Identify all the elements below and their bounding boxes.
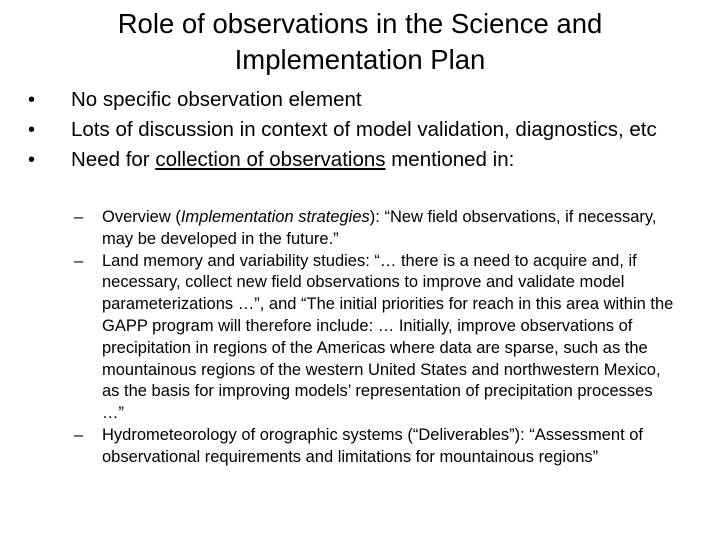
bullet-marker: • [28,89,36,111]
bullet-text: Lots of discussion in context of model validation, diagnostics, etc [71,118,657,141]
sub-text: Hydrometeorology of orographic systems (“Deliverables”): “Assessment of observational requirements and limitations for mountainous regions” [102,425,644,466]
bullet-marker: • [28,119,36,141]
sub-bullet-list [74,207,674,469]
bullet-text-suffix: mentioned in: [385,148,515,171]
slide-title: Role of observations in the Science and Implementation Plan [117,8,603,75]
bullet-text-prefix: Need for [71,148,156,171]
bullet-marker: • [28,149,36,171]
sub-bullet-overview [74,207,674,251]
bullet-item [28,148,698,172]
bullet-list [28,88,698,178]
sub-text: Land memory and variability studies: “… there is a need to acquire and, if necessary, collect new field observations to improve and validate model parameterizations …”, and “The initial priorities for reach in this area within the GAPP program will therefore include: … Initially, improve observations of precipitation in regions of the Americas where data are sparse, such as the mountainous regions of the western United States and northwestern Mexico, as the basis for improving models’ representation of precipitation processes …” [102,251,674,423]
bullet-text-underlined: collection of observations [155,148,386,171]
sub-text-lead: Overview ( [102,208,181,226]
bullet-item [28,118,698,142]
dash-marker: – [74,208,84,226]
sub-text-italic: Implementation strategies [180,208,370,226]
sub-text-rest: ): “New field observations, if necessary, may be developed in the future.” [102,208,657,248]
dash-marker: – [74,251,84,270]
sub-bullet-land-memory [74,251,674,425]
bullet-item [28,88,698,112]
bullet-text: No specific observation element [71,88,362,111]
dash-marker: – [74,425,84,444]
sub-bullet-hydrometeorology [74,425,674,469]
